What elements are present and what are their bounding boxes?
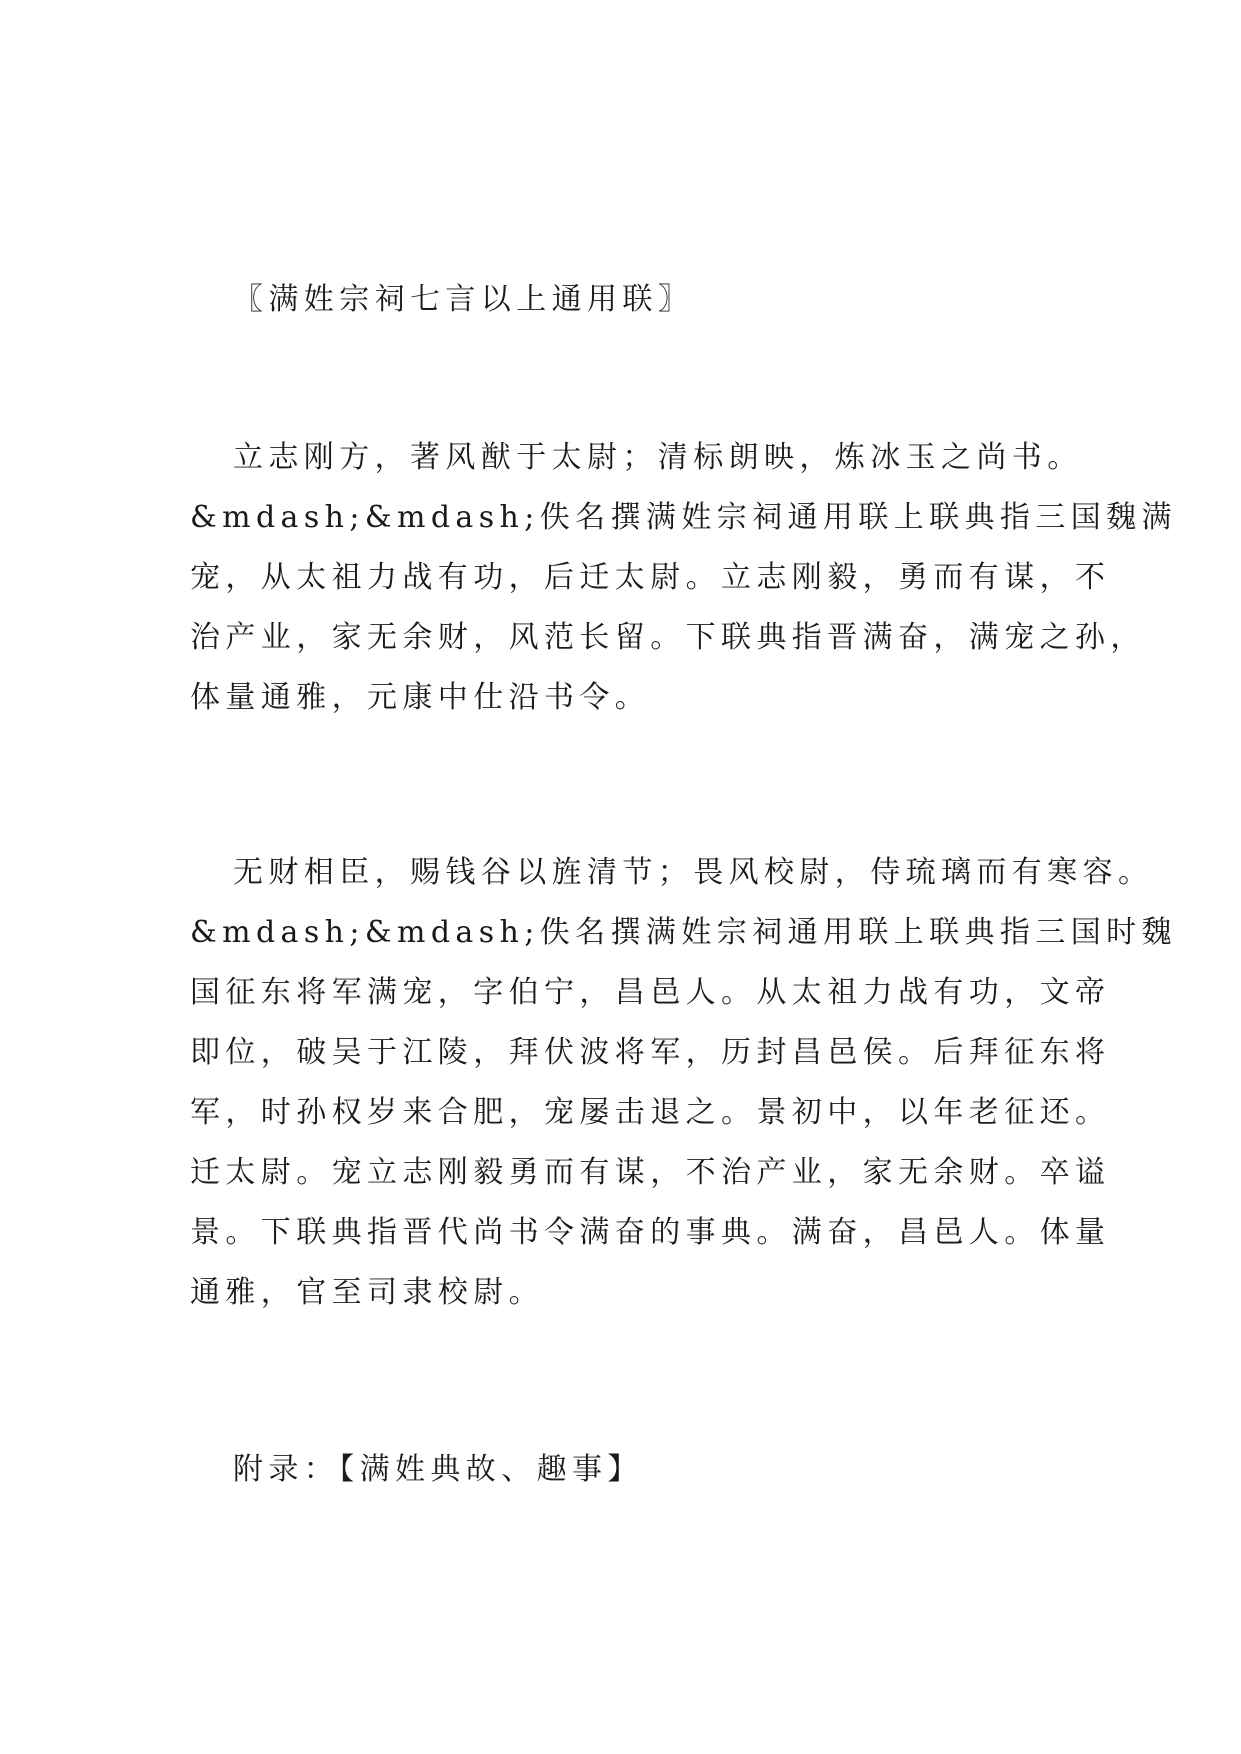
paragraph-line: 即位，破吴于江陵，拜伏波将军，历封昌邑侯。后拜征东将	[190, 1035, 1111, 1070]
paragraph-line: 体量通雅，元康中仕沿书令。	[190, 680, 651, 715]
paragraph-line: 宠，从太祖力战有功，后迁太尉。立志刚毅，勇而有谋，不	[190, 560, 1111, 595]
appendix-heading: 附录：【满姓典故、趣事】	[233, 1452, 643, 1487]
paragraph-line: 景。下联典指晋代尚书令满奋的事典。满奋，昌邑人。体量	[190, 1215, 1111, 1250]
paragraph-line: 治产业，家无余财，风范长留。下联典指晋满奋，满宠之孙，	[190, 620, 1146, 655]
paragraph-line: 无财相臣，赐钱谷以旌清节；畏风校尉，侍琉璃而有寒容。	[233, 855, 1154, 890]
paragraph-line: 军，时孙权岁来合肥，宠屡击退之。景初中，以年老征还。	[190, 1095, 1111, 1130]
paragraph-couplet-2	[190, 843, 1177, 1323]
paragraph-line: 国征东将军满宠，字伯宁，昌邑人。从太祖力战有功，文帝	[190, 975, 1111, 1010]
paragraph-line: 迁太尉。宠立志刚毅勇而有谋，不治产业，家无余财。卒谥	[190, 1155, 1111, 1190]
paragraph-couplet-1	[190, 428, 1177, 728]
paragraph-line: 通雅，官至司隶校尉。	[190, 1275, 544, 1310]
paragraph-line: &mdash;&mdash;佚名撰满姓宗祠通用联上联典指三国魏满	[190, 500, 1177, 535]
section-heading: 〖满姓宗祠七言以上通用联〗	[233, 282, 694, 317]
paragraph-line: &mdash;&mdash;佚名撰满姓宗祠通用联上联典指三国时魏	[190, 915, 1177, 950]
paragraph-line: 立志刚方，著风猷于太尉；清标朗映，炼冰玉之尚书。	[233, 440, 1083, 475]
